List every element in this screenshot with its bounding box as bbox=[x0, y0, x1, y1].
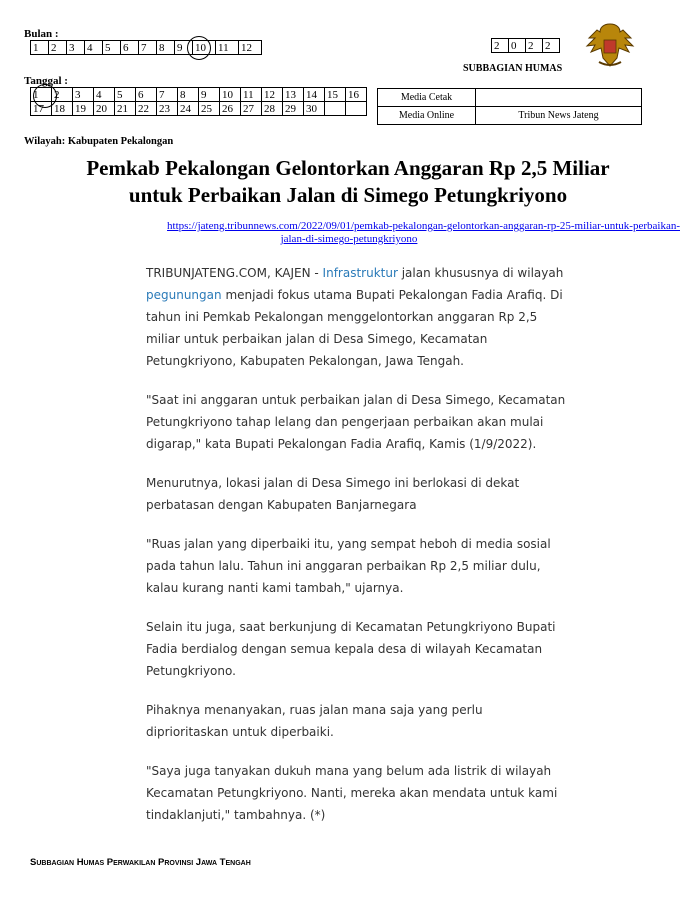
media-cetak-value bbox=[476, 89, 642, 107]
infrastruktur-link[interactable]: Infrastruktur bbox=[322, 266, 398, 280]
year-digit-1: 2 bbox=[492, 39, 509, 53]
year-digit-4: 2 bbox=[543, 39, 560, 53]
day-cell-row2-7: 23 bbox=[157, 102, 178, 116]
media-table bbox=[377, 88, 642, 125]
year-boxes bbox=[491, 38, 560, 53]
month-cell-10: 10 bbox=[193, 41, 216, 55]
article-url-link[interactable] bbox=[18, 220, 680, 246]
url-line-2[interactable]: jalan-di-simego-petungkriyono bbox=[280, 233, 418, 245]
paragraph-6: Pihaknya menanyakan, ruas jalan mana saja yang perlu diprioritaskan untuk diperbaiki. bbox=[146, 703, 483, 739]
selected-day-circle bbox=[33, 84, 57, 108]
article-title bbox=[0, 155, 696, 209]
tanggal-label: Tanggal : bbox=[24, 75, 68, 87]
month-cell-6: 6 bbox=[121, 41, 139, 55]
source-name: TRIBUNJATENG.COM bbox=[146, 266, 267, 280]
day-cell-12: 12 bbox=[262, 88, 283, 102]
day-cell-7: 7 bbox=[157, 88, 178, 102]
title-line-2: untuk Perbaikan Jalan di Simego Petungkriyono bbox=[128, 183, 568, 207]
month-cell-3: 3 bbox=[67, 41, 85, 55]
day-cell-4: 4 bbox=[94, 88, 115, 102]
month-cell-5: 5 bbox=[103, 41, 121, 55]
day-cell-1: 1 bbox=[31, 88, 52, 102]
day-cell-14: 14 bbox=[304, 88, 325, 102]
paragraph-4: "Ruas jalan yang diperbaiki itu, yang sempat heboh di media sosial pada tahun lalu. Tahun ini anggaran perbaikan Rp 2,5 miliar dulu, kalau kurang nanti kami tambah," ujarnya. bbox=[146, 537, 551, 595]
title-line-1: Pemkab Pekalongan Gelontorkan Anggaran Rp 2,5 Miliar bbox=[86, 156, 610, 180]
footer-text: Subbagian Humas Perwakilan Provinsi Jawa Tengah bbox=[30, 857, 251, 868]
wilayah-label: Wilayah: Kabupaten Pekalongan bbox=[24, 136, 174, 147]
day-cell-row2-13: 29 bbox=[283, 102, 304, 116]
month-cell-9: 9 bbox=[175, 41, 193, 55]
year-digit-2: 0 bbox=[509, 39, 526, 53]
selected-month-circle bbox=[187, 36, 211, 60]
day-cell-row2-9: 25 bbox=[199, 102, 220, 116]
day-cell-8: 8 bbox=[178, 88, 199, 102]
day-cell-row2-5: 21 bbox=[115, 102, 136, 116]
month-cell-12: 12 bbox=[239, 41, 262, 55]
day-cell-row2-2: 18 bbox=[52, 102, 73, 116]
day-cell-row2-12: 28 bbox=[262, 102, 283, 116]
media-online-label: Media Online bbox=[378, 107, 476, 125]
day-cell-6: 6 bbox=[136, 88, 157, 102]
month-cell-4: 4 bbox=[85, 41, 103, 55]
day-cell-row2-4: 20 bbox=[94, 102, 115, 116]
month-cell-7: 7 bbox=[139, 41, 157, 55]
day-cell-16: 16 bbox=[346, 88, 367, 102]
day-cell-11: 11 bbox=[241, 88, 262, 102]
p1-text-a: , KAJEN - bbox=[266, 266, 323, 280]
day-cell-5: 5 bbox=[115, 88, 136, 102]
media-online-value: Tribun News Jateng bbox=[476, 107, 642, 125]
paragraph-1 bbox=[146, 262, 566, 372]
day-cell-9: 9 bbox=[199, 88, 220, 102]
garuda-emblem-icon bbox=[583, 18, 637, 72]
day-cell-3: 3 bbox=[73, 88, 94, 102]
p1-text-c: menjadi fokus utama Bupati Pekalongan Fadia Arafiq. Di tahun ini Pemkab Pekalongan menggelontorkan anggaran Rp 2,5 miliar untuk perbaikan jalan di Desa Simego, Kecamatan Petungkriyono, Kabupaten Pekalongan, Jawa Tengah. bbox=[146, 288, 563, 368]
department-label: SUBBAGIAN HUMAS bbox=[463, 63, 563, 74]
month-cell-8: 8 bbox=[157, 41, 175, 55]
day-cell-13: 13 bbox=[283, 88, 304, 102]
day-cell-15: 15 bbox=[325, 88, 346, 102]
day-cell-row2-1: 17 bbox=[31, 102, 52, 116]
paragraph-7: "Saya juga tanyakan dukuh mana yang belum ada listrik di wilayah Kecamatan Petungkriyono. Nanti, mereka akan mendata untuk kami tindaklanjuti," tambahnya. (*) bbox=[146, 764, 558, 822]
month-cell-1: 1 bbox=[31, 41, 49, 55]
day-selector bbox=[30, 87, 367, 116]
url-line-1[interactable]: https://jateng.tribunnews.com/2022/09/01/pemkab-pekalongan-gelontorkan-anggaran-rp-25-miliar-untuk-perbaikan- bbox=[167, 220, 680, 232]
paragraph-2: "Saat ini anggaran untuk perbaikan jalan di Desa Simego, Kecamatan Petungkriyono tahap lelang dan pengerjaan perbaikan akan mulai digarap," kata Bupati Pekalongan Fadia Arafiq, Kamis (1/9/2022). bbox=[146, 393, 566, 451]
footer-label bbox=[30, 857, 251, 868]
day-cell-2: 2 bbox=[52, 88, 73, 102]
day-cell-row2-14: 30 bbox=[304, 102, 325, 116]
paragraph-5: Selain itu juga, saat berkunjung di Kecamatan Petungkriyono Bupati Fadia berdialog dengan semua kepala desa di wilayah Kecamatan Petungkriyono. bbox=[146, 620, 556, 678]
media-cetak-label: Media Cetak bbox=[378, 89, 476, 107]
month-cell-2: 2 bbox=[49, 41, 67, 55]
day-cell-row2-3: 19 bbox=[73, 102, 94, 116]
bulan-label: Bulan : bbox=[24, 28, 59, 40]
day-cell-row2-8: 24 bbox=[178, 102, 199, 116]
p1-text-b: jalan khususnya di wilayah bbox=[397, 266, 564, 280]
month-cell-11: 11 bbox=[216, 41, 239, 55]
day-cell-row2-11: 27 bbox=[241, 102, 262, 116]
day-cell-row2-15 bbox=[325, 102, 346, 116]
day-cell-row2-16 bbox=[346, 102, 367, 116]
month-selector bbox=[30, 40, 262, 55]
pegunungan-link[interactable]: pegunungan bbox=[146, 288, 222, 302]
year-digit-3: 2 bbox=[526, 39, 543, 53]
paragraph-3: Menurutnya, lokasi jalan di Desa Simego ini berlokasi di dekat perbatasan dengan Kabupaten Banjarnegara bbox=[146, 476, 520, 512]
article-body bbox=[146, 262, 566, 843]
day-cell-10: 10 bbox=[220, 88, 241, 102]
day-cell-row2-6: 22 bbox=[136, 102, 157, 116]
day-cell-row2-10: 26 bbox=[220, 102, 241, 116]
